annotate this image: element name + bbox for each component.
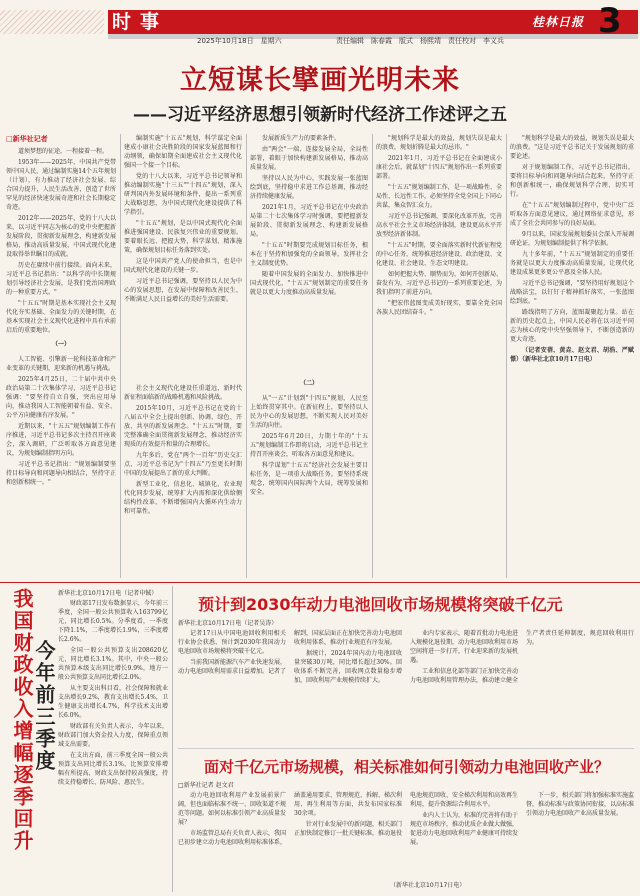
- paragraph: 习近平总书记强调，要坚持以人民为中心的发展思想，在发展中保障和改善民生，不断满足人民日益增长的美好生活需要。: [124, 278, 242, 303]
- paragraph: 九年多后，党在"两个一百年"历史交汇点，习近平总书记为"十四五"乃至更长时期中国的发展提出了新的重大判断。: [124, 452, 242, 477]
- paragraph: 据统计，2024年国内动力电池回收量突破30万吨，同比增长超过30%。回收体系不断完善，回收网点数量稳步增加，回收利用产业规模持续扩大。: [294, 650, 402, 684]
- lead-column-4: [376, 134, 502, 578]
- paragraph: "十五五"时期，要全面落实新时代新征程党的中心任务，统筹推进经济建设、政治建设、文化建设、社会建设、生态文明建设。: [376, 242, 502, 267]
- paragraph: 习近平总书记强调，"要坚持用好规划这个战略法宝，以钉钉子精神抓好落实，一张蓝图绘到底。": [510, 280, 634, 305]
- header-stripe-decoration: [0, 10, 104, 34]
- masthead-logo: 桂林日报: [532, 15, 585, 29]
- lead-subheadline: ——习近平经济思想引领新时代经济工作述评之五: [133, 105, 507, 125]
- paragraph: 发展新质生产力的要素条件。: [262, 135, 341, 142]
- lead-column-5: [510, 134, 634, 578]
- paragraph: 9月以来，国家发展规划委员会深入开展调研论证，为规划编制提供了科学依据。: [510, 231, 634, 247]
- column-divider: [120, 134, 121, 578]
- paragraph: 坚持以人民为中心，实践发展一张蓝图绘到底，坚持稳中求进工作总基调，推动经济持续健康发展。: [250, 175, 368, 200]
- article-separator: [178, 748, 634, 749]
- paragraph: "规划科学是最大的效益，规划失误是最大的浪费，规划折腾是最大的忌讳。": [376, 135, 502, 151]
- paragraph: 从主要支出科目看，社会保障和就业支出增长9.2%，教育支出增长5.4%，卫生健康支出增长4.7%，科学技术支出增长6.0%。: [58, 685, 168, 719]
- column-divider: [172, 586, 173, 892]
- fiscal-headline: 我国财政收入增幅逐季回升: [10, 588, 34, 852]
- qa-headline: 面对千亿元市场规模，相关标准如何引领动力电池回收产业？: [204, 758, 610, 776]
- lead-column-1: [6, 134, 116, 585]
- paragraph: 2012年——2025年，党的十八大以来，以习近平同志为核心的党中央把握新发展阶段，贯彻新发展理念，构建新发展格局，推动高质量发展，中国式现代化建设取得举世瞩目的成就。: [6, 215, 116, 258]
- paragraph: 在"十五五"规划编制过程中，党中央广泛听取各方面意见建议，通过网络征求意见，形成了全社会共同参与的良好局面。: [510, 202, 634, 227]
- paragraph: "十五五"时期是基本实现社会主义现代化夯实基础、全面发力的关键时期，在基本实现社会主义现代化进程中具有承前启后的重要地位。: [6, 300, 116, 334]
- paragraph: 对于规划编制工作，习近平总书记指出，要将目标导向和问题导向结合起来，坚持守正和创新相统一，确保规划科学合理、切实可行。: [510, 164, 634, 198]
- paragraph: 在支出方面，前三季度全国一般公共预算支出同比增长3.1%，比预算安排增幅有所提高，财政支出保持较高强度，持续支持稳增长、防风险、惠民生。: [58, 752, 168, 786]
- paragraph: 党的十八大以来，习近平总书记领导和推动编制实施"十三五""十四五"规划，深入研判国内外发展环境和条件，提出一系列重大战略思想，为中国式现代化建设提供了科学指引。: [124, 173, 242, 216]
- issue-date: 2025年10月18日 星期六: [197, 37, 282, 45]
- column-divider: [506, 134, 507, 578]
- page-number: 3: [598, 1, 622, 41]
- paragraph: "规划科学是最大的效益，规划失误是最大的浪费。"这是习近平总书记关于发展规划的重要论述。: [510, 135, 634, 160]
- paragraph: 业内人士认为，标准的完善将有助于规范市场秩序，推动优质企业做大做强，促进动力电池回收利用产业健康可持续发展。: [410, 812, 519, 846]
- lead-column-3: [250, 134, 368, 574]
- paragraph: 动力电池回收利用产业发展前景广阔，但也面临标准不统一、回收渠道不规范等问题。如何以标准引领产业高质量发展？: [178, 792, 287, 826]
- paragraph: 当前我国新能源汽车产业快速发展，动力电池回收利用需求日益增加。记者了解到，国家层面正在加快完善动力电池回收利用体系，推动行业规范有序发展。: [178, 630, 403, 675]
- paragraph: "十五五"时期要完成规划目标任务，根本在于坚持和加强党的全面领导，发挥社会主义制度优势。: [250, 242, 368, 267]
- qa-dateline: □新华社记者 赵文君: [178, 782, 234, 789]
- paragraph: 科学谋划"十五五"经济社会发展主要目标任务，是一项重大战略任务。要坚持系统观念，统筹国内国际两个大局，统筹发展和安全。: [250, 462, 368, 496]
- column-divider: [372, 134, 373, 578]
- part-heading-two: （二）: [299, 380, 318, 387]
- paragraph: 习近平总书记指出："规划编制要坚持目标导向和问题导向相结合，坚持守正和创新相统一。": [6, 461, 116, 486]
- paragraph: 道须梦想的征途，一程接着一程。: [18, 148, 109, 155]
- paragraph: 习近平总书记强调，要深化改革开放，完善高水平社会主义市场经济体制，建设更高水平开放型经济新体制。: [376, 213, 502, 238]
- paragraph: 这是中国共产党人的使命担当，也是中国式现代化建设的关键一步。: [124, 258, 242, 274]
- paragraph: 编制实施"十五五"规划，科学谋定全面建成小康社会决胜阶段的国家发展蓝图和行动纲领，确保如期全面建成社会主义现代化强国一个接一个目标。: [124, 135, 242, 169]
- lead-byline: □新华社记者: [6, 135, 48, 143]
- paragraph: 由"两会"一端、连接发展全局，全局性部署，着眼于加快构建新发展格局，推动高质量发展。: [250, 146, 368, 171]
- paragraph: 如何把握大势、顺势而为，如何开创新局、奋发有为，习近平总书记的一系列重要论述，为我们指明了前进方向。: [376, 271, 502, 296]
- column-divider: [246, 134, 247, 578]
- paragraph: 业内专家表示，随着首批动力电池进入规模化退役期，动力电池回收利用市场空间将进一步打开，行业迎来新的发展机遇。: [410, 630, 519, 664]
- paragraph: 近期以来，"十五五"规划编制工作有序推进，习近平总书记多次主持召开座谈会，深入调研，广泛听取各方面意见建议，为规划编制指明方向。: [6, 423, 116, 457]
- paragraph: 市场监管总局有关负责人表示，我国已初步建立动力电池回收利用标准体系，涵盖通用要求、管理规范、拆解、梯次利用、再生利用等方面，共发布国家标准30余项。: [178, 792, 403, 846]
- paragraph: 财政部17日发布数据显示，今年前三季度，全国一般公共预算收入163799亿元，同比增长0.5%。分季度看，一季度下降1.1%，二季度增长1.9%，三季度增长2.6%。: [58, 600, 168, 643]
- paragraph: 路线指明了方向，蓝图凝聚起力量。站在新的历史起点上，中国人民必将在以习近平同志为核心的党中央坚强领导下，不断创造新的更大奇迹。: [510, 309, 634, 343]
- fiscal-dateline: 新华社北京10月17日电（记者申铖）: [58, 590, 158, 597]
- paragraph: 人工智能、引擎新一轮科技革命和产业变革的关键期，迎来新的机遇与挑战。: [6, 356, 116, 372]
- fiscal-kicker: 今年前三季度: [32, 640, 56, 772]
- paragraph: "把宏伟蓝图变成美好现实，要靠全党全国各族人民团结奋斗。": [376, 300, 502, 316]
- paragraph: 随着中国发展的全面发力、加快推进中国式现代化，"十五五"规划制定的重要任务就是以更大力度推动高质量发展。: [250, 271, 368, 296]
- battery-body: [178, 618, 634, 742]
- paragraph: 2025年4月25日，二十届中共中央政治局第二十次集体学习，习近平总书记强调："要坚持自立自强，突出应用导向，推动我国人工智能朝着有益、安全、公平方向健康有序发展。": [6, 376, 116, 419]
- paragraph: 九十多年前，"十五五"规划制定的重要任务就是以更大力度推动高质量发展，让现代化建设成果更多更公平惠及全体人民。: [510, 251, 634, 276]
- battery-headline: 预计到2030年动力电池回收市场规模将突破千亿元: [198, 595, 563, 614]
- paragraph: （记者安蓓、黄垚、赵文君、胡浩、严赋憬）（新华社北京10月17日电）: [510, 347, 634, 363]
- paragraph: 从"一五"计划到"十四五"规划，人民至上始终贯穿其中。在新征程上，要坚持以人民为中心的发展思想，不断实现人民对美好生活的向往。: [250, 395, 368, 429]
- qa-footer: （新华社北京10月17日电）: [390, 882, 466, 889]
- paragraph: 针对行业发展中的新问题，相关部门正加快制定修订一批关键标准，推动退役电池规范回收、安全梯次利用和高效再生利用，提升资源综合利用水平。: [294, 792, 519, 837]
- paragraph: 历史在赓续中前行接续。面向未来，习近平总书记指出："以科学的中长期规划引导经济社会发展，是我们党治国理政的一种重要方式。": [6, 262, 116, 296]
- lead-column-2: [124, 134, 242, 574]
- paragraph: 2025年6月20日，力期十年的"十五五"规划编制工作即将启动，习近平总书记主持召开座谈会，听取各方面意见和建议。: [250, 433, 368, 458]
- paragraph: 下一步，相关部门将加强标准实施监督，推动标准与政策协同衔接，以高标准引领动力电池回收产业高质量发展。: [526, 792, 634, 817]
- section-title: 时事: [112, 11, 169, 33]
- paragraph: "十五五"规划编制工作，是一项战略性、全局性、长远性工作，必须坚持全党全国上下同心共谋，集众智汇众力。: [376, 184, 502, 209]
- fiscal-body: [58, 588, 168, 895]
- editor-credits: 责任编辑 陈春霞 版式 杨熙靖 责任校对 李义兵: [336, 37, 504, 45]
- paragraph: 新型工业化、信息化、城镇化、农业现代化同步发展，统筹扩大内需和深化供给侧结构性改革，不断增强国内大循环内生动力和可靠性。: [124, 481, 242, 515]
- paragraph: 社会主义现代化建设任重道远，新时代新征程面临新的战略机遇和风险挑战。: [124, 385, 242, 401]
- paragraph: 财政部有关负责人表示，今年以来，财政部门加大资金投入力度，保障重点领域支出需要。: [58, 723, 168, 748]
- paragraph: 2021年1月，习近平总书记在全面建成小康社会后，就谋划"十四五"规划作出一系列重要部署。: [376, 155, 502, 180]
- paragraph: 工业和信息化部等部门正加快完善动力电池回收利用管理办法，推动建立健全生产者责任延伸制度，规范回收利用行为。: [410, 630, 634, 684]
- paragraph: 记者17日从中国电池回收利用相关行业协会获悉，预计到2030年我国动力电池回收市场规模将突破千亿元。: [178, 630, 286, 655]
- paragraph: 2021年1月，习近平总书记在中央政治局第二十七次集体学习时强调，要把握新发展阶段、贯彻新发展理念、构建新发展格局。: [250, 204, 368, 238]
- lead-headline: 立短谋长擘画光明未来: [180, 65, 460, 96]
- section-separator: [0, 582, 640, 583]
- paragraph: "十五五"规划，是以中国式现代化全面推进强国建设、民族复兴伟业的重要规划。要着眼长远、把握大势，科学谋划、精准施策，确保规划目标任务落到实处。: [124, 220, 242, 254]
- paragraph: 1953年——2025年，中国共产党带领中国人民，通过编制实施14个五年规划（计划），有力推动了经济社会发展、综合国力提升，人民生活改善，创造了世所罕见的经济快速发展奇迹和社会长期稳定奇迹。: [6, 159, 116, 211]
- part-heading-one: （一）: [51, 341, 70, 348]
- paragraph: 2015年10月，习近平总书记在党的十八届五中全会上提出创新、协调、绿色、开放、共享的新发展理念。"十五五"时期，要完整准确全面贯彻新发展理念，推动经济实现质的有效提升和量的合理增长。: [124, 405, 242, 448]
- battery-dateline: 新华社北京10月17日电（记者吴涛）: [178, 620, 278, 627]
- qa-body: [178, 780, 634, 878]
- paragraph: 全国一般公共预算支出208620亿元，同比增长3.1%。其中，中央一般公共预算本级支出同比增长9.9%，地方一般公共预算支出同比增长2.0%。: [58, 647, 168, 681]
